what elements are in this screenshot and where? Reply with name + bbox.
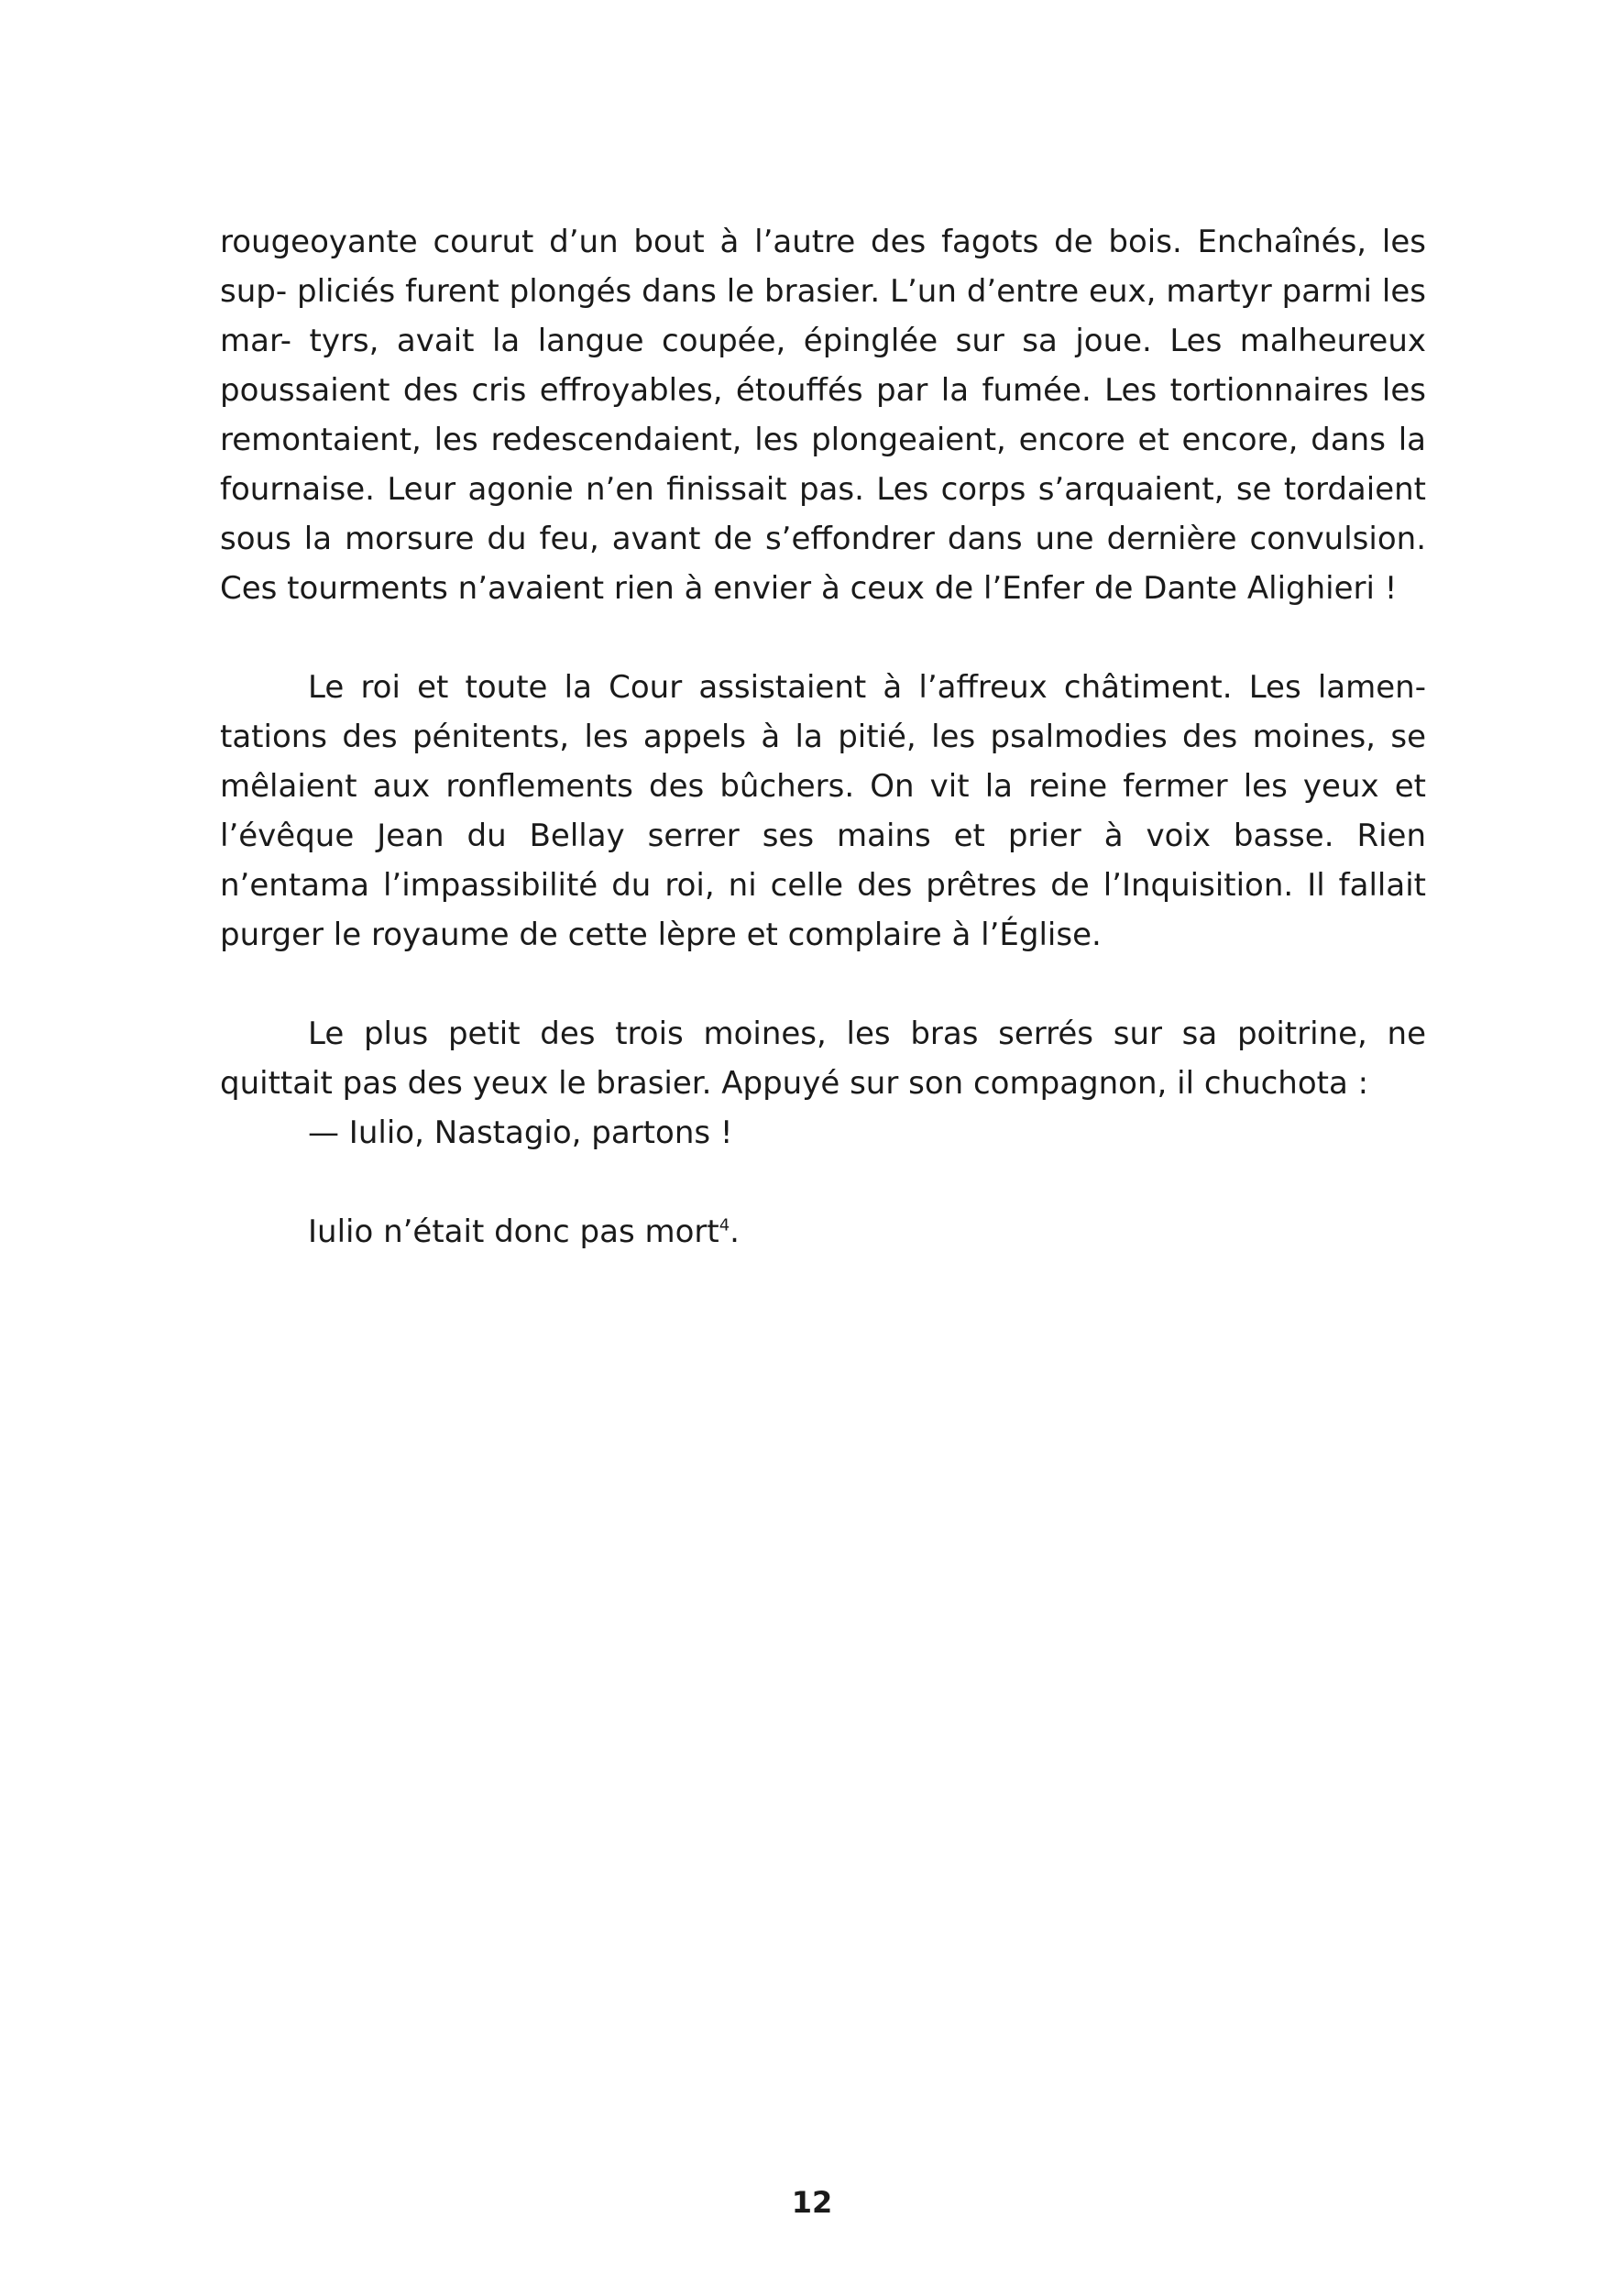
paragraph-king-and-court: Le roi et toute la Cour assistaient à l’affreux châtiment. Les lamen- tations des pénitents, les appels à la pitié, les psalmodies des moines, se mêlaient aux ronflements des bûchers. On vit la reine fermer les yeux et l’évêque Jean du Bellay serrer ses mains et prier à voix basse. Rien n’entama l’impassibilité du roi, ni celle des prêtres de l’Inquisition. Il fallait purger le royaume de cette lèpre et complaire à l’Église. (220, 669, 1426, 953)
body-text (220, 217, 1426, 1257)
dialogue-line: — Iulio, Nastagio, partons ! (308, 1115, 733, 1151)
closing-punctuation: . (730, 1213, 740, 1250)
closing-sentence: Iulio n’était donc pas mort (308, 1213, 719, 1250)
paragraph-smallest-monk: Le plus petit des trois moines, les bras serrés sur sa poitrine, ne quittait pas des yeux le brasier. Appuyé sur son compagnon, il chuchota : (220, 1016, 1426, 1102)
paragraph-continued: rougeoyante courut d’un bout à l’autre des fagots de bois. Enchaînés, les sup- pliciés furent plongés dans le brasier. L’un d’entre eux, martyr parmi les mar- tyrs, avait la langue coupée, épinglée sur sa joue. Les malheureux poussaient des cris effroyables, étouffés par la fumée. Les tortionnaires les remontaient, les redescendaient, les plongeaient, encore et encore, dans la fournaise. Leur agonie n’en finissait pas. Les corps s’arquaient, se tordaient sous la morsure du feu, avant de s’effondrer dans une dernière convulsion. Ces tourments n’avaient rien à envier à ceux de l’Enfer de Dante Alighieri ! (220, 224, 1426, 607)
page-number: 12 (791, 2185, 833, 2220)
closing-paragraph (220, 1207, 1426, 1257)
footnote-marker: 4 (719, 1215, 730, 1235)
